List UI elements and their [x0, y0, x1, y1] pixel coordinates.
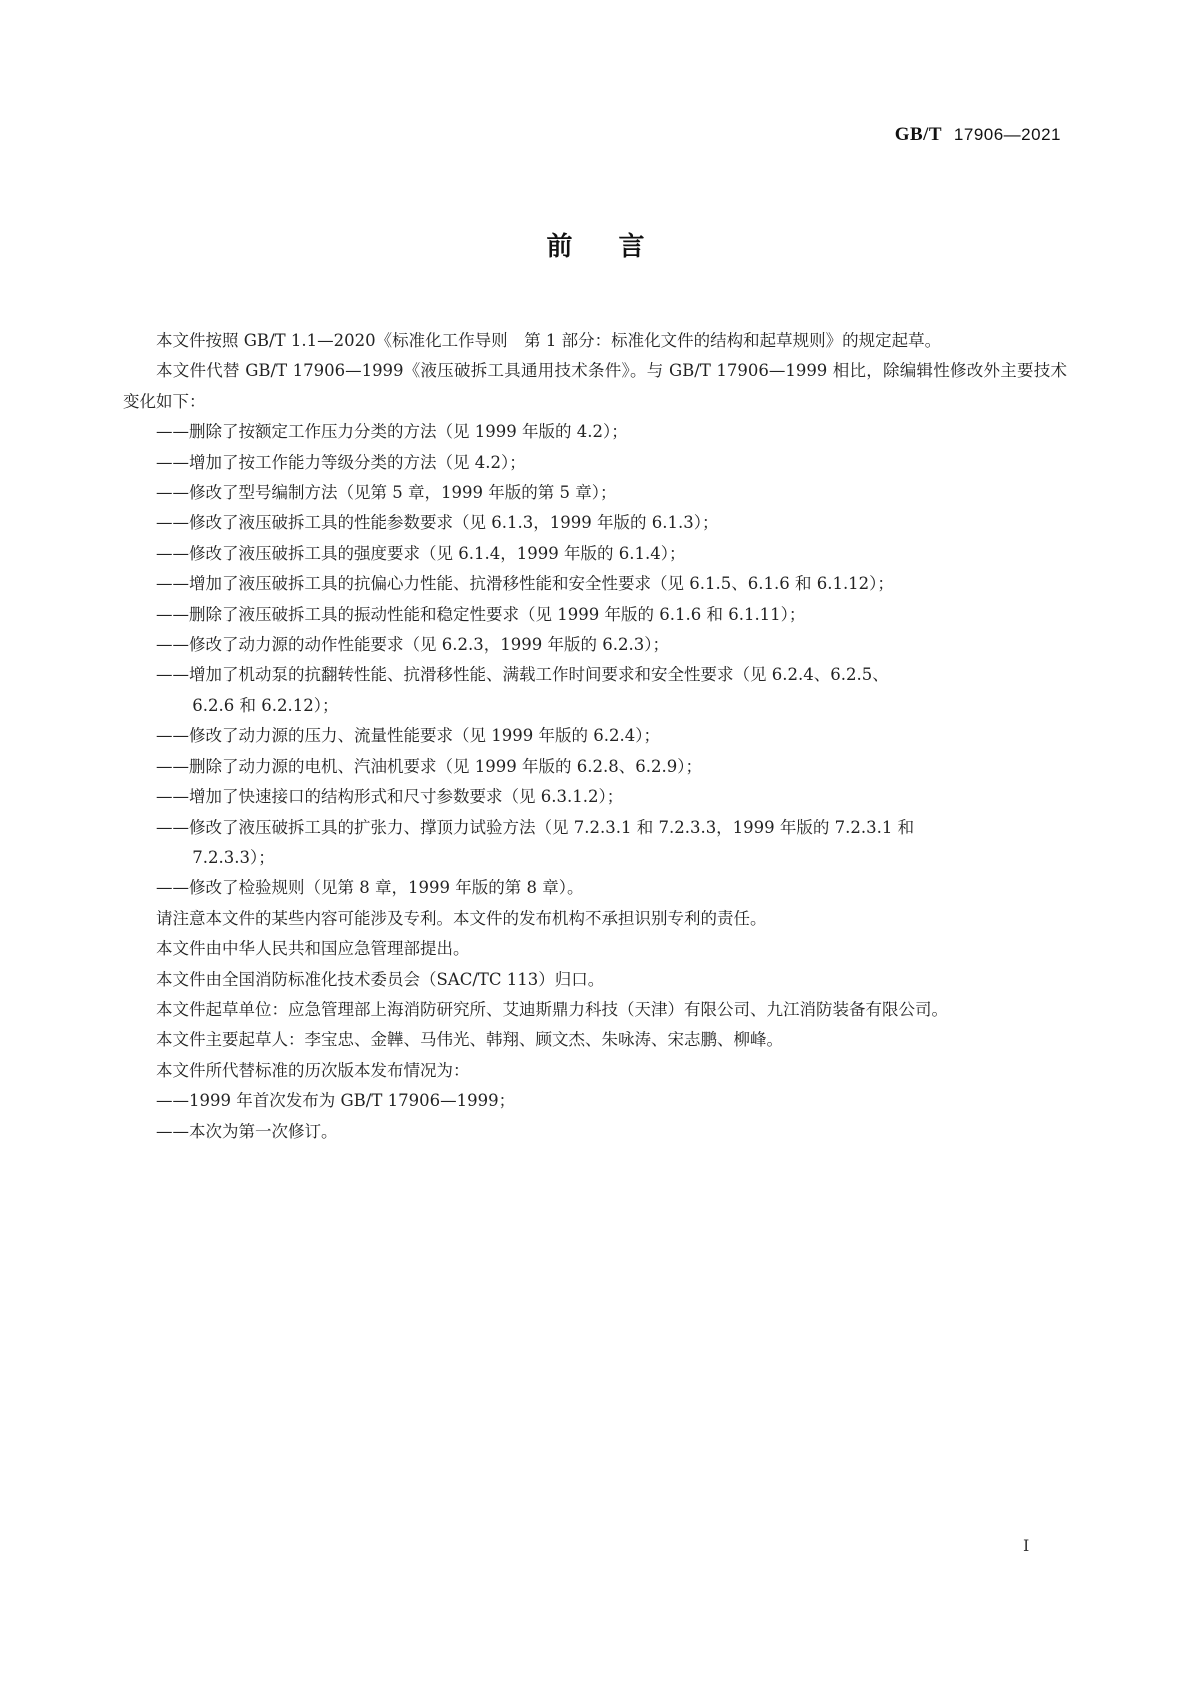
- standard-code: [895, 124, 1061, 146]
- list-item: ——修改了动力源的动作性能要求（见 6.2.3，1999 年版的 6.2.3）；: [156, 635, 669, 655]
- paragraph-drafters: 本文件主要起草人：李宝忠、金韡、马伟光、韩翔、顾文杰、朱咏涛、宋志鹏、柳峰。: [156, 1030, 783, 1050]
- standard-number: 17906—2021: [953, 125, 1061, 144]
- paragraph-proposer: 本文件由中华人民共和国应急管理部提出。: [156, 939, 470, 959]
- list-item: ——删除了液压破拆工具的振动性能和稳定性要求（见 1999 年版的 6.1.6 和 6.1.11）；: [156, 604, 806, 624]
- paragraph-replacement: 本文件代替 GB/T 17906—1999《液压破拆工具通用技术条件》。与 GB/T 17906—1999 相比，除编辑性修改外主要技术变化如下：: [123, 361, 1067, 411]
- list-item: ——删除了动力源的电机、汽油机要求（见 1999 年版的 6.2.8、6.2.9）；: [156, 756, 702, 776]
- document-body: [123, 326, 1067, 1147]
- paragraph-committee: 本文件由全国消防标准化技术委员会（SAC/TC 113）归口。: [156, 969, 605, 989]
- list-item: ——修改了液压破拆工具的强度要求（见 6.1.4，1999 年版的 6.1.4）；: [156, 543, 686, 563]
- list-item: ——修改了动力源的压力、流量性能要求（见 1999 年版的 6.2.4）；: [156, 726, 660, 746]
- history-list: [123, 1086, 1067, 1147]
- list-item: ——1999 年首次发布为 GB/T 17906—1999；: [156, 1091, 516, 1111]
- list-item: ——修改了液压破拆工具的性能参数要求（见 6.1.3，1999 年版的 6.1.3）；: [156, 513, 719, 533]
- standard-prefix: GB/T: [894, 124, 943, 145]
- list-item: ——本次为第一次修订。: [156, 1121, 338, 1141]
- paragraph-history-intro: 本文件所代替标准的历次版本发布情况为：: [156, 1060, 470, 1080]
- paragraph-patent-notice: 请注意本文件的某些内容可能涉及专利。本文件的发布机构不承担识别专利的责任。: [156, 908, 767, 928]
- list-item: ——增加了按工作能力等级分类的方法（见 4.2）；: [156, 452, 526, 472]
- list-item: ——修改了型号编制方法（见第 5 章，1999 年版的第 5 章）；: [156, 483, 617, 503]
- list-item: ——增加了快速接口的结构形式和尺寸参数要求（见 6.3.1.2）；: [156, 787, 624, 807]
- list-item: ——增加了机动泵的抗翻转性能、抗滑移性能、满载工作时间要求和安全性要求（见 6.2.4、6.2.5、 6.2.6 和 6.2.12）；: [156, 665, 889, 715]
- list-item: ——删除了按额定工作压力分类的方法（见 1999 年版的 4.2）；: [156, 422, 628, 442]
- list-item: ——增加了液压破拆工具的抗偏心力性能、抗滑移性能和安全性要求（见 6.1.5、6.1.6 和 6.1.12）；: [156, 574, 894, 594]
- page-number: I: [1023, 1536, 1030, 1555]
- paragraph-drafting-units: 本文件起草单位：应急管理部上海消防研究所、艾迪斯鼎力科技（天津）有限公司、九江消防装备有限公司。: [156, 999, 948, 1019]
- list-item: ——修改了检验规则（见第 8 章，1999 年版的第 8 章）。: [156, 878, 584, 898]
- page-title: 前言: [546, 232, 691, 262]
- changes-list: [123, 417, 1067, 904]
- paragraph-drafting-rule: 本文件按照 GB/T 1.1—2020《标准化工作导则 第 1 部分：标准化文件的结构和起草规则》的规定起草。: [156, 331, 942, 350]
- list-item: ——修改了液压破拆工具的扩张力、撑顶力试验方法（见 7.2.3.1 和 7.2.3.3，1999 年版的 7.2.3.1 和 7.2.3.3）；: [156, 817, 915, 867]
